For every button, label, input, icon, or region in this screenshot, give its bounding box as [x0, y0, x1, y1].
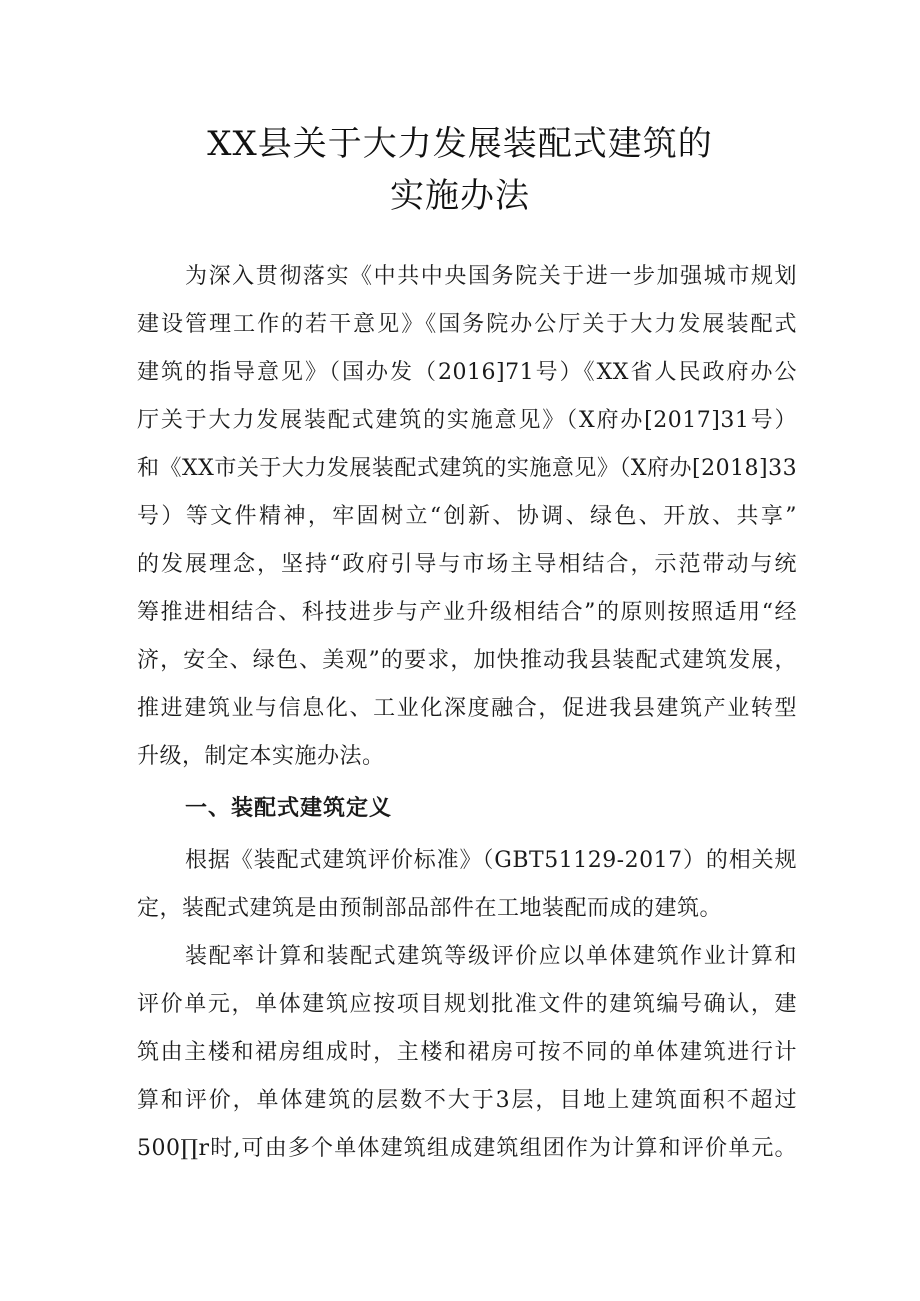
section1-para2-line-5: 500∏r时,可由多个单体建筑组成建筑组团作为计算和评价单元。 — [137, 1136, 797, 1161]
document-title-line-2: 实施办法 — [390, 176, 530, 216]
intro-line-6: 号）等文件精神，牢固树立“创新、协调、绿色、开放、共享” — [137, 504, 797, 529]
section1-para2-line-2: 评价单元，单体建筑应按项目规划批准文件的建筑编号确认，建 — [137, 992, 797, 1017]
intro-line-7: 的发展理念，坚持“政府引导与市场主导相结合，示范带动与统 — [137, 552, 797, 577]
document-title-line-1: XX县关于大力发展装配式建筑的 — [207, 124, 713, 164]
section1-para2-line-4: 算和评价，单体建筑的层数不大于3层，目地上建筑面积不超过 — [137, 1088, 797, 1113]
intro-line-8: 筹推进相结合、科技进步与产业升级相结合”的原则按照适用“经 — [137, 600, 797, 625]
section1-para1-line-1: 根据《装配式建筑评价标准》（GBT51129-2017）的相关规 — [185, 848, 797, 873]
section1-para1-line-2: 定，装配式建筑是由预制部品部件在工地装配而成的建筑。 — [137, 896, 723, 921]
intro-line-2: 建设管理工作的若干意见》《国务院办公厅关于大力发展装配式 — [137, 312, 797, 337]
intro-line-11: 升级，制定本实施办法。 — [137, 744, 385, 769]
intro-line-9: 济，安全、绿色、美观”的要求，加快推动我县装配式建筑发展， — [137, 648, 797, 673]
intro-line-10: 推进建筑业与信息化、工业化深度融合，促进我县建筑产业转型 — [137, 696, 797, 721]
section1-para2-line-1: 装配率计算和装配式建筑等级评价应以单体建筑作业计算和 — [185, 944, 797, 969]
intro-line-4: 厅关于大力发展装配式建筑的实施意见》（X府办[2017]31号） — [137, 408, 797, 433]
intro-line-1: 为深入贯彻落实《中共中央国务院关于进一步加强城市规划 — [185, 264, 797, 289]
intro-line-3: 建筑的指导意见》（国办发（2016]71号）《XX省人民政府办公 — [137, 360, 797, 385]
section-heading-1: 一、装配式建筑定义 — [185, 796, 393, 821]
section1-para2-line-3: 筑由主楼和裙房组成时，主楼和裙房可按不同的单体建筑进行计 — [137, 1040, 797, 1065]
intro-line-5: 和《XX市关于大力发展装配式建筑的实施意见》（X府办[2018]33 — [137, 456, 797, 481]
